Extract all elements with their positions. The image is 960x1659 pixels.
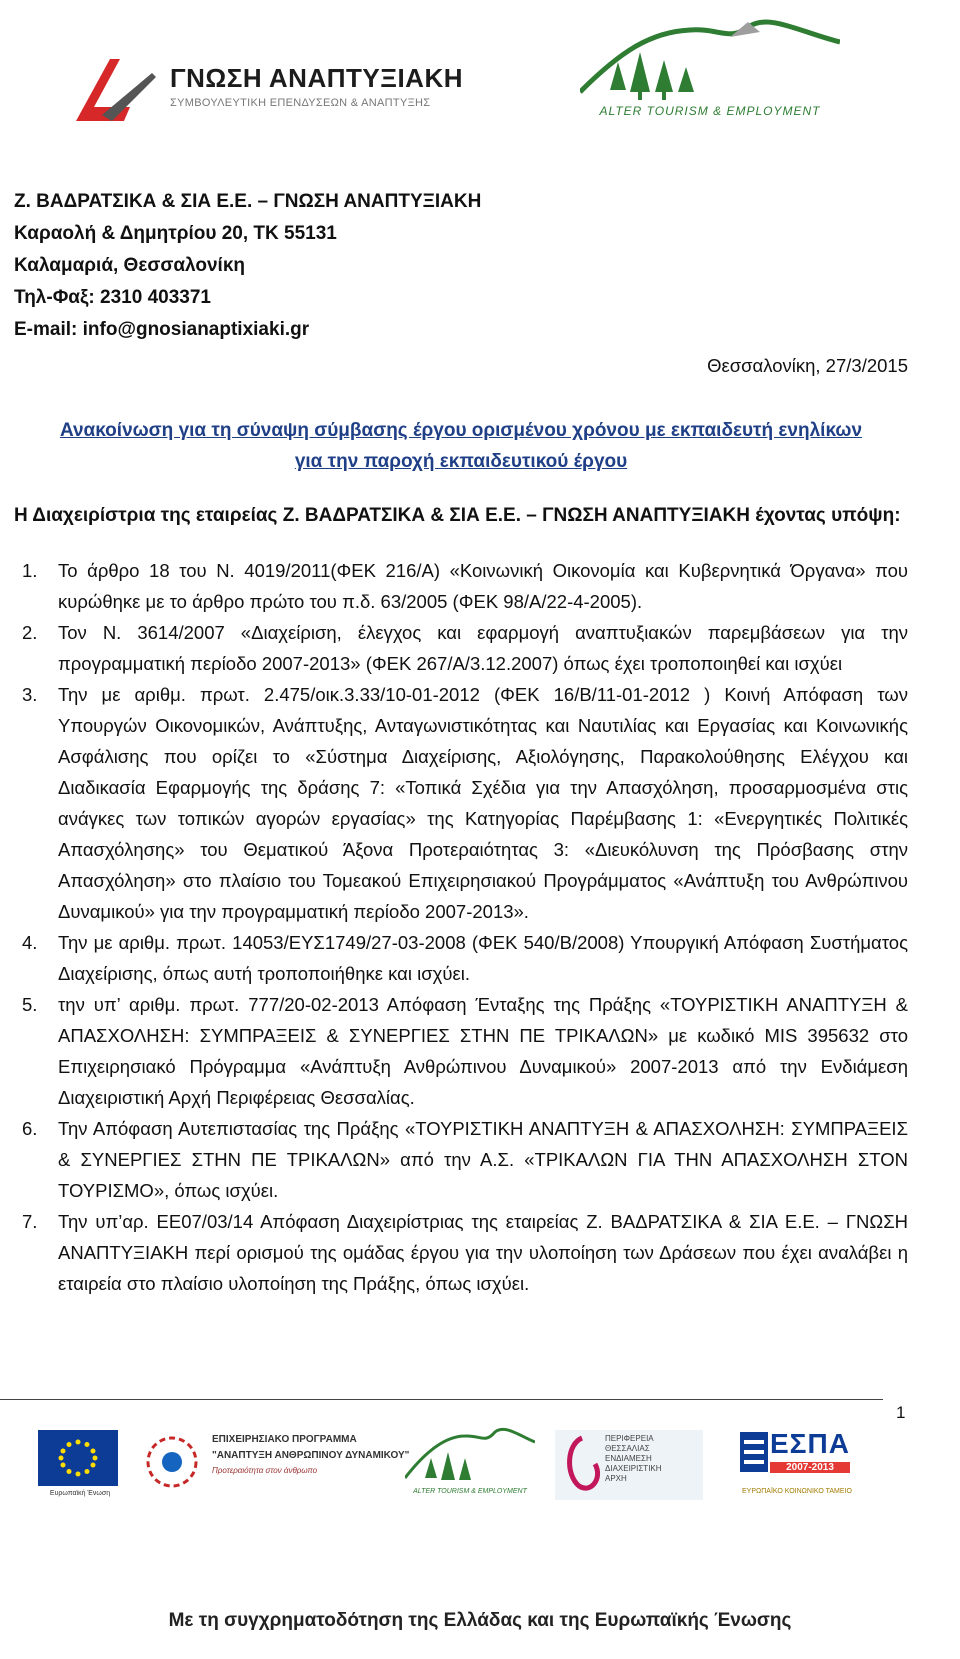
list-item [14,1206,908,1299]
espa-years: 2007-2013 [770,1462,850,1473]
sender-email: E-mail: info@gnosianaptixiaki.gr [14,319,310,340]
list-item-number: 3. [22,684,38,705]
region-text: ΠΕΡΙΦΕΡΕΙΑ ΘΕΣΣΑΛΙΑΣ ΕΝΔΙΑΜΕΣΗ ΔΙΑΧΕΙΡΙΣΤΙΚΗ ΑΡΧΗ [605,1434,662,1483]
gnosi-logo-mark-icon [72,55,156,125]
list-item-number: 6. [22,1118,38,1139]
op-star-icon [140,1428,204,1498]
alter-tourism-logo [560,12,860,124]
gnosi-anaptyxiaki-logo [72,55,462,125]
list-item-number: 7. [22,1211,38,1232]
sender-phone: Τηλ-Φαξ: 2310 403371 [14,287,211,308]
list-item [14,679,908,927]
alter-tourism-footer-logo [405,1422,535,1514]
eu-logo [38,1422,122,1514]
region-thessaly-logo [555,1422,705,1514]
list-item [14,927,908,989]
list-item-text: Τον Ν. 3614/2007 «Διαχείριση, έλεγχος και εφαρμογή αναπτυξιακών παρεμβάσεων για την προγραμματική περίοδο 2007-2013» (ΦΕΚ 267/Α/3.12.2007) όπως έχει τροποποιηθεί και ισχύει [58,622,908,674]
list-item-text: Την με αριθμ. πρωτ. 2.475/οικ.3.33/10-01-2012 (ΦΕΚ 16/Β/11-01-2012 ) Κοινή Απόφαση των Υπουργών Οικονομικών, Ανάπτυξης, Ανταγωνιστικότητας και Ναυτιλίας και Εργασίας και Κοινωνικής Ασφάλισης που ορίζει το «Σύστημα Διαχείρισης, Αξιολόγησης, Παρακολούθησης Ελέγχου και Διαδικασία Εφαρμογής της δράσης 7: «Τοπικά Σχέδια για την Απασχόληση, προσαρμοσμένα στις ανάγκες των τοπικών αγορών εργασίας» της Κατηγορίας Παρέμβασης 1: «Ενεργητικές Πολιτικές Απασχόλησης» του Θεματικού Άξονα Προτεραιότητας 3: «Διευκόλυνση της Πρόσβασης στην Απασχόληση» στο πλαίσιο του Τομεακού Επιχειρησιακού Προγράμματος «Ανάπτυξη του Ανθρώπινου Δυναμικού» για την προγραμματική περίοδο 2007-2013». [58,684,908,922]
mountain-trees-icon [580,12,840,102]
alter-footer-caption: ALTER TOURISM & EMPLOYMENT [413,1488,527,1495]
op-hrd-logo [140,1422,410,1514]
op-line-3: Προτεραιότητα στον άνθρωπο [212,1466,318,1475]
eu-caption: Ευρωπαϊκή Ένωση [49,1490,111,1497]
region-swirl-icon [559,1434,605,1494]
espa-logo [738,1422,854,1514]
list-item-number: 1. [22,560,38,581]
espa-emblem-icon [740,1432,768,1472]
logo-right-caption: ALTER TOURISM & EMPLOYMENT [599,104,821,118]
logo-left-subtitle: ΣΥΜΒΟΥΛΕΥΤΙΚΗ ΕΠΕΝΔΥΣΕΩΝ & ΑΝΑΠΤΥΞΗΣ [170,97,431,109]
considerations-list [14,555,908,1299]
espa-caption: ΕΥΡΩΠΑΪΚΟ ΚΟΙΝΩΝΙΚΟ ΤΑΜΕΙΟ [742,1488,852,1495]
mountain-trees-icon [405,1422,535,1486]
list-item-text: Το άρθρο 18 του Ν. 4019/2011(ΦΕΚ 216/Α) «Κοινωνική Οικονομία και Κυβερνητικά Όργανα» που κυρώθηκε με το άρθρο πρώτο του π.δ. 63/2005 (ΦΕΚ 98/Α/22-4-2005). [58,560,908,612]
list-item-text: Την με αριθμ. πρωτ. 14053/ΕΥΣ1749/27-03-2008 (ΦΕΚ 540/Β/2008) Υπουργική Απόφαση Συστήματος Διαχείρισης, όπως αυτή τροποποιήθηκε και ισχύει. [58,932,908,984]
eu-flag-icon [38,1430,118,1486]
op-line-1: ΕΠΙΧΕΙΡΗΣΙΑΚΟ ΠΡΟΓΡΑΜΜΑ [212,1434,357,1445]
sender-block [14,186,574,346]
list-item [14,555,908,617]
heading-line-2: για την παροχή εκπαιδευτικού έργου [294,451,628,472]
logo-left-title: ΓΝΩΣΗ ΑΝΑΠΤΥΞΙΑΚΗ [170,63,464,93]
list-item [14,1113,908,1206]
list-item [14,989,908,1113]
intro-paragraph: Η Διαχειρίστρια της εταιρείας Ζ. ΒΑΔΡΑΤΣΙΚΑ & ΣΙΑ Ε.Ε. – ΓΝΩΣΗ ΑΝΑΠΤΥΞΙΑΚΗ έχοντας υπόψη: [14,505,901,526]
cofunding-slogan: Με τη συγχρηματοδότηση της Ελλάδας και της Ευρωπαϊκής Ένωσης [168,1610,792,1631]
op-line-2: "ΑΝΑΠΤΥΞΗ ΑΝΘΡΩΠΙΝΟΥ ΔΥΝΑΜΙΚΟΥ" [212,1450,410,1461]
sender-company: Ζ. ΒΑΔΡΑΤΣΙΚΑ & ΣΙΑ Ε.Ε. – ΓΝΩΣΗ ΑΝΑΠΤΥΞΙΑΚΗ [14,191,482,212]
espa-title: ΕΣΠΑ [770,1428,850,1459]
footer-divider [0,1399,883,1400]
document-date: Θεσσαλονίκη, 27/3/2015 [707,355,908,376]
list-item-text: την υπ’ αριθμ. πρωτ. 777/20-02-2013 Απόφαση Ένταξης της Πράξης «ΤΟΥΡΙΣΤΙΚΗ ΑΝΑΠΤΥΞΗ & ΑΠΑΣΧΟΛΗΣΗ: ΣΥΜΠΡΑΞΕΙΣ & ΣΥΝΕΡΓΙΕΣ ΣΤΗΝ ΠΕ ΤΡΙΚΑΛΩΝ» με κωδικό MIS 395632 στο Επιχειρησιακό Πρόγραμμα «Ανάπτυξη Ανθρώπινου Δυναμικού» 2007-2013 από την Ενδιάμεση Διαχειριστική Αρχή Περιφέρειας Θεσσαλίας. [58,994,908,1108]
list-item-text: Την υπ’αρ. ΕΕ07/03/14 Απόφαση Διαχειρίστριας της εταιρείας Ζ. ΒΑΔΡΑΤΣΙΚΑ & ΣΙΑ Ε.Ε. – ΓΝΩΣΗ ΑΝΑΠΤΥΞΙΑΚΗ περί ορισμού της ομάδας έργου για την υλοποίηση των Δράσεων που έχει αναλάβει η εταιρεία στο πλαίσιο υλοποίηση της Πράξης, όπως ισχύει. [58,1211,908,1294]
list-item-number: 2. [22,622,38,643]
announcement-heading [14,415,908,477]
list-item [14,617,908,679]
list-item-number: 4. [22,932,38,953]
sender-address: Καραολή & Δημητρίου 20, ΤΚ 55131 [14,223,337,244]
list-item-number: 5. [22,994,38,1015]
heading-line-1: Ανακοίνωση για τη σύναψη σύμβασης έργου ορισμένου χρόνου με εκπαιδευτή ενηλίκων [59,420,863,441]
list-item-text: Την Απόφαση Αυτεπιστασίας της Πράξης «ΤΟΥΡΙΣΤΙΚΗ ΑΝΑΠΤΥΞΗ & ΑΠΑΣΧΟΛΗΣΗ: ΣΥΜΠΡΑΞΕΙΣ & ΣΥΝΕΡΓΙΕΣ ΣΤΗΝ ΠΕ ΤΡΙΚΑΛΩΝ» από την Α.Σ. «ΤΡΙΚΑΛΩΝ ΓΙΑ ΤΗΝ ΑΠΑΣΧΟΛΗΣΗ ΣΤΟΝ ΤΟΥΡΙΣΜΟ», όπως ισχύει. [58,1118,908,1201]
page-number: 1 [896,1403,906,1422]
sender-city: Καλαμαριά, Θεσσαλονίκη [14,255,246,276]
